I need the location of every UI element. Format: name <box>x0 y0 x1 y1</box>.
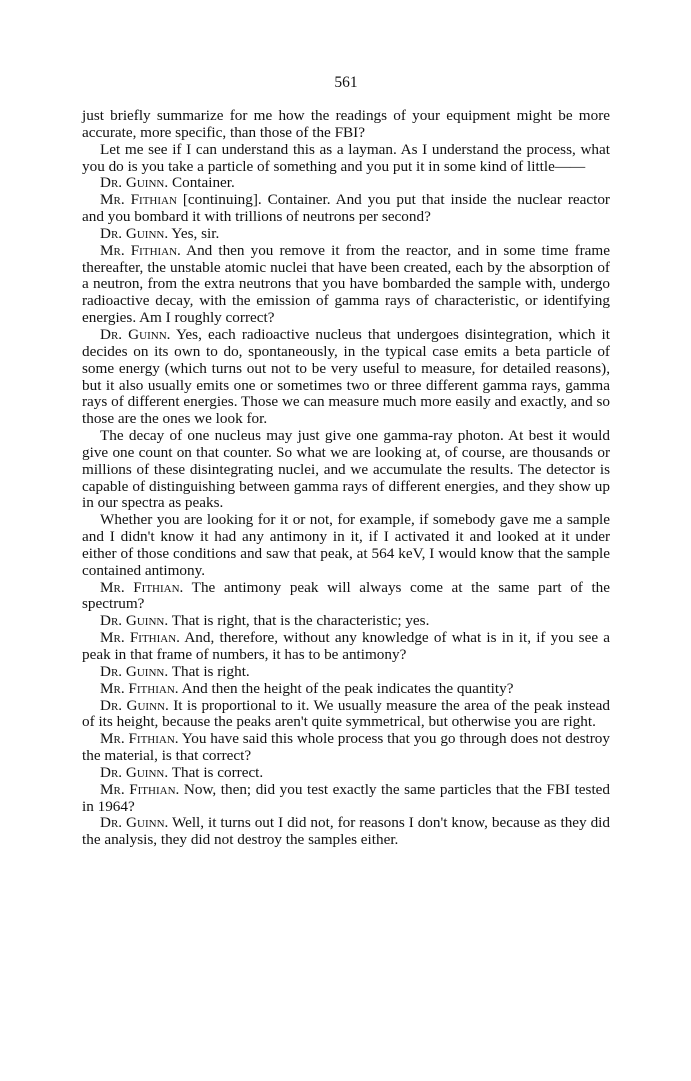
transcript-paragraph <box>82 175 610 192</box>
paragraph-text: And then the height of the peak indicates the quantity? <box>178 679 514 697</box>
transcript-paragraph <box>82 327 610 428</box>
transcript-paragraph <box>82 192 610 226</box>
transcript-paragraph <box>82 512 610 579</box>
transcript-paragraph <box>82 226 610 243</box>
paragraph-text: The antimony peak will always come at the same part of the spectrum? <box>82 578 610 613</box>
speaker-name: Dr. Guinn. <box>100 612 169 630</box>
speaker-name: Dr. Guinn. <box>100 662 169 680</box>
transcript-paragraph <box>82 580 610 614</box>
paragraph-text: Let me see if I can understand this as a layman. As I understand the process, what you do is you take a particle of something and you put it in some kind of little—— <box>82 140 610 175</box>
speaker-name: Dr. Guinn. <box>100 224 169 242</box>
paragraph-text: The decay of one nucleus may just give one gamma-ray photon. At best it would give one count on that counter. So what we are looking at, of course, are thousands or millions of these disintegrating nuclei, and we accumulate the results. The detector is capable of distinguishing between gamma rays of different energies, and they show up in our spectra as peaks. <box>82 427 610 512</box>
paragraph-text: You have said this whole process that you go through does not destroy the material, is that correct? <box>82 730 610 765</box>
transcript-paragraph <box>82 782 610 816</box>
transcript-paragraph <box>82 731 610 765</box>
paragraph-text: That is right, that is the characteristic; yes. <box>168 612 430 630</box>
speaker-name: Dr. Guinn. <box>100 814 169 832</box>
transcript-paragraph <box>82 142 610 176</box>
paragraph-text: That is right. <box>168 662 250 680</box>
paragraph-text: That is correct. <box>168 763 264 781</box>
transcript-paragraph <box>82 664 610 681</box>
paragraph-text: Yes, sir. <box>168 224 220 242</box>
paragraph-text: It is proportional to it. We usually measure the area of the peak instead of its height, because the peaks aren't quite symmetrical, but otherwise you are right. <box>82 696 610 731</box>
speaker-name: Mr. Fithian. <box>100 241 181 259</box>
transcript-paragraph <box>82 613 610 630</box>
paragraph-text: [continuing]. Container. And you put that inside the nuclear reactor and you bombard it with trillions of neutrons per second? <box>82 191 610 226</box>
transcript-paragraph <box>82 681 610 698</box>
speaker-name: Mr. Fithian. <box>100 629 180 647</box>
paragraph-text: And, therefore, without any knowledge of what is in it, if you see a peak in that frame of numbers, it has to be antimony? <box>82 629 611 663</box>
transcript-paragraph <box>82 428 610 512</box>
transcript-paragraph <box>82 108 610 142</box>
speaker-name: Mr. Fithian. <box>100 578 184 596</box>
paragraph-text: Yes, each radioactive nucleus that undergoes disintegration, which it decides on its own to do, spontaneously, in the typical case emits a beta particle of some energy (which turns out not to be very useful to measure, for detailed reasons), but it also usually emits one or sometimes two or three different gamma rays, gamma rays of different energies. Those we can measure much more easily and exactly, and so those are the ones we look for. <box>82 325 610 428</box>
transcript-paragraph <box>82 243 610 327</box>
paragraph-text: And then you remove it from the reactor, and in some time frame thereafter, the unstable atomic nuclei that have been created, each by the absorption of a neutron, from the extra neutrons that you have bombarded the sample with, undergo radioactive decay, with the emission of gamma rays of characteristic, or identifying energies. Am I roughly correct? <box>82 241 610 327</box>
paragraph-text: Well, it turns out I did not, for reasons I don't know, because as they did the analysis, they did not destroy the samples either. <box>82 814 610 849</box>
speaker-name: Mr. Fithian. <box>100 780 180 798</box>
speaker-name: Dr. Guinn. <box>100 174 169 192</box>
paragraph-text: Now, then; did you test exactly the same particles that the FBI tested in 1964? <box>82 780 610 815</box>
page-number: 561 <box>334 74 358 91</box>
transcript-paragraph <box>82 698 610 732</box>
speaker-name: Mr. Fithian. <box>100 679 179 697</box>
speaker-name: Mr. Fithian. <box>100 730 179 748</box>
paragraph-text: Container. <box>168 174 235 192</box>
speaker-name: Dr. Guinn. <box>100 325 171 343</box>
document-page <box>82 74 610 849</box>
transcript-paragraph <box>82 630 610 664</box>
transcript-paragraph <box>82 815 610 849</box>
paragraph-text: Whether you are looking for it or not, for example, if somebody gave me a sample and I didn't know it had any antimony in it, if I activated it and looked at it under either of those conditions and saw that peak, at 564 keV, I would know that the sample contained antimony. <box>82 511 610 579</box>
speaker-name: Mr. Fithian <box>100 191 177 209</box>
speaker-name: Dr. Guinn. <box>100 696 169 714</box>
transcript-body <box>82 108 610 849</box>
transcript-paragraph <box>82 765 610 782</box>
speaker-name: Dr. Guinn. <box>100 763 169 781</box>
paragraph-text: just briefly summarize for me how the readings of your equipment might be more accurate, more specific, than those of the FBI? <box>82 107 610 141</box>
